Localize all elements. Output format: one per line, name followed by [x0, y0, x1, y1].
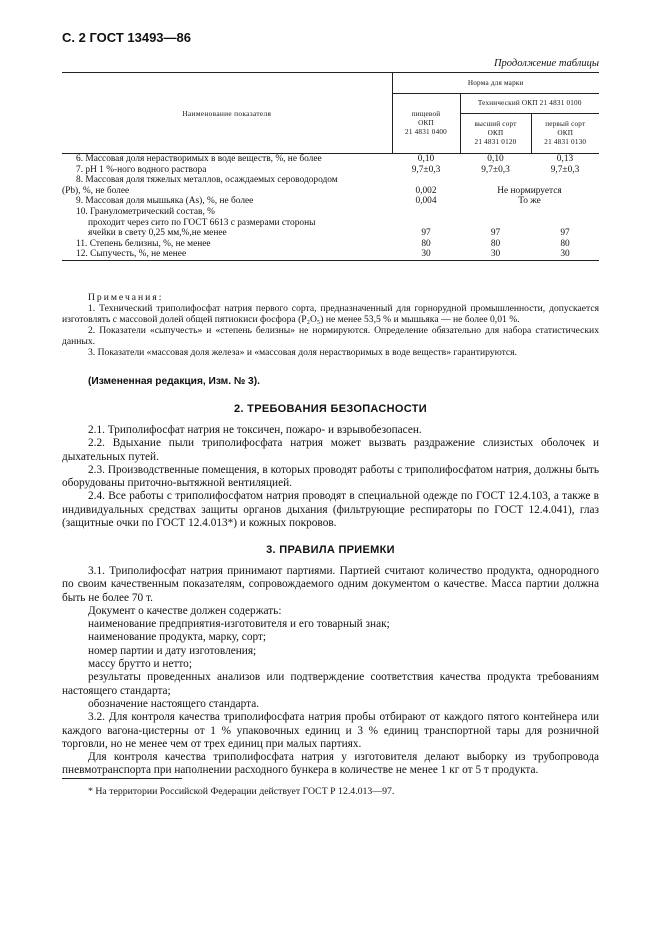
- top-grade-header: высший сорт ОКП 21 4831 0120: [460, 114, 531, 154]
- value-first-grade: 0,13: [556, 154, 574, 164]
- section-2-title: 2. ТРЕБОВАНИЯ БЕЗОПАСНОСТИ: [234, 403, 427, 415]
- value-top-grade: [460, 175, 531, 186]
- value-top-grade: [460, 218, 531, 229]
- table-row: [62, 154, 599, 165]
- para-3-doc: Документ о качестве должен содержать:: [88, 604, 282, 617]
- technical-header: Технический ОКП 21 4831 0100: [460, 94, 599, 114]
- value-top-grade: 97: [490, 228, 501, 239]
- section-3-title: 3. ПРАВИЛА ПРИЕМКИ: [266, 544, 395, 556]
- value-top-grade: 80: [490, 238, 501, 249]
- note-1: 1. Технический триполифосфат натрия первого сорта, предназначенный для горнорудной промышленности, допускается изготовлять с массовой долей общей пятиокиси фосфора (P₂O₅) не менее 53,5 % и мышьяка — не более 0,01 %.: [62, 303, 599, 325]
- list-item: результаты проведенных анализов или подтверждение соответствия качества продукта требованиям настоящего стандарта;: [62, 671, 599, 697]
- row-name: проходит через сито по ГОСТ 6613 с размерами стороны: [88, 217, 316, 228]
- list-item: наименование предприятия-изготовителя и его товарный знак;: [88, 618, 390, 631]
- page-header: С. 2 ГОСТ 13493—86: [62, 30, 191, 45]
- list-item: массу брутто и нетто;: [88, 658, 192, 671]
- value-food: 9,7±0,3: [411, 164, 441, 175]
- row-name: ячейки в свету 0,25 мм,%,не менее: [88, 228, 227, 239]
- table-row: [62, 207, 599, 218]
- table-row: [62, 186, 599, 197]
- table-row: [62, 249, 599, 260]
- value-first-grade: 80: [560, 238, 570, 249]
- table-row: [62, 228, 599, 239]
- row-name: (Pb), %, не более: [62, 185, 130, 196]
- table-row: [62, 165, 599, 176]
- table-row: [62, 218, 599, 229]
- value-first-grade: [531, 207, 599, 218]
- list-item: номер партии и дату изготовления;: [88, 644, 257, 657]
- value-technical: То же: [518, 196, 541, 207]
- value-top-grade: 30: [460, 249, 531, 260]
- row-name: 9. Массовая доля мышьяка (As), %, не более: [76, 196, 254, 207]
- value-first-grade: 9,7±0,3: [550, 164, 580, 175]
- notes: [62, 292, 599, 358]
- column-header-name: Наименование показателя: [62, 73, 392, 154]
- para-3-1: 3.1. Триполифосфат натрия принимают партиями. Партией считают количество продукта, однородного по своим качественным показателям, сопровождаемого одним документом о качестве. Масса партии должна быть не более 70 т.: [62, 565, 599, 604]
- para-2-2: 2.2. Вдыхание пыли триполифосфата натрия может вызвать раздражение слизистых оболочек и дыхательных путей.: [62, 437, 599, 463]
- value-first-grade: [531, 218, 599, 229]
- section-3-body: [62, 565, 599, 778]
- food-grade-header: пищевой ОКП 21 4831 0400: [392, 94, 460, 154]
- value-food: 0,002: [415, 185, 437, 196]
- first-grade-header: первый сорт ОКП 21 4831 0130: [531, 114, 599, 154]
- row-name: 11. Степень белизны, %, не менее: [76, 238, 211, 249]
- value-food: [392, 218, 460, 229]
- value-food: 30: [392, 249, 460, 260]
- row-name: 12. Сыпучесть, %, не менее: [62, 249, 392, 260]
- para-3-2b: Для контроля качества триполифосфата натрия у изготовителя делают выборку из трубопровода пневмотранспорта при наполнении расходного бункера в количестве не менее 1 кг от 5 т продукта.: [62, 751, 599, 777]
- footnote-rule: [62, 778, 182, 779]
- section-2-body: [62, 424, 599, 530]
- value-food: 97: [421, 228, 431, 239]
- row-name: 10. Гранулометрический состав, %: [76, 206, 215, 217]
- value-top-grade: 9,7±0,3: [481, 164, 510, 175]
- note-3: 3. Показатели «массовая доля железа» и «массовая доля нерастворимых в воде веществ» гарантируются.: [88, 347, 517, 358]
- table-row: [62, 239, 599, 250]
- value-top-grade: 0,10: [487, 154, 504, 164]
- requirements-table: [62, 72, 599, 261]
- value-top-grade: [460, 207, 531, 218]
- table-row: [62, 175, 599, 186]
- value-food: [392, 207, 460, 218]
- list-item: обозначение настоящего стандарта.: [88, 697, 260, 710]
- list-item: наименование продукта, марку, сорт;: [88, 631, 267, 644]
- value-food: [392, 175, 460, 186]
- para-2-3: 2.3. Производственные помещения, в которых проводят работы с триполифосфатом натрия, должны быть оборудованы приточно-вытяжной вентиляцией.: [62, 463, 599, 490]
- value-technical: Не нормируется: [497, 185, 562, 196]
- footnote: * На территории Российской Федерации действует ГОСТ Р 12.4.013—97.: [88, 786, 395, 797]
- continuation-label: Продолжение таблицы: [493, 58, 599, 69]
- edition-note: (Измененная редакция, Изм. № 3).: [88, 376, 260, 387]
- note-2: 2. Показатели «сыпучесть» и «степень белизны» не нормируются. Определение обязательно для набора статистических данных.: [62, 325, 599, 347]
- para-2-4: 2.4. Все работы с триполифосфатом натрия проводят в специальной одежде по ГОСТ 12.4.103, а также в индивидуальных средствах защиты органов дыхания (фильтрующие респираторы по ГОСТ 12.4.041), глаз (защитные очки по ГОСТ 12.4.013*) и кожных покровов.: [62, 490, 599, 530]
- value-first-grade: 97: [560, 228, 570, 239]
- para-3-2: 3.2. Для контроля качества триполифосфата натрия пробы отбирают от каждого пятого контейнера или каждого вагона-цистерны от 1 % упаковочных единиц и 3 % единиц транспортной тары для розничной торговли, но не менее чем от трех единиц при малых партиях.: [62, 711, 599, 750]
- value-first-grade: 30: [531, 249, 599, 260]
- value-food: 80: [421, 238, 431, 249]
- table-row: [62, 196, 599, 207]
- row-name: 7. рН 1 %-ного водного раствора: [76, 164, 207, 175]
- row-name: 8. Массовая доля тяжелых металлов, осаждаемых сероводородом: [76, 175, 338, 186]
- para-2-1: 2.1. Триполифосфат натрия не токсичен, пожаро- и взрывобезопасен.: [88, 424, 422, 436]
- row-name: 6. Массовая доля нерастворимых в воде веществ, %, не более: [76, 154, 322, 164]
- value-food: 0,10: [417, 154, 435, 164]
- value-first-grade: [531, 175, 599, 186]
- value-food: 0,004: [415, 196, 437, 207]
- norm-header: Норма для марки: [392, 73, 599, 94]
- notes-title: Примечания:: [88, 292, 164, 303]
